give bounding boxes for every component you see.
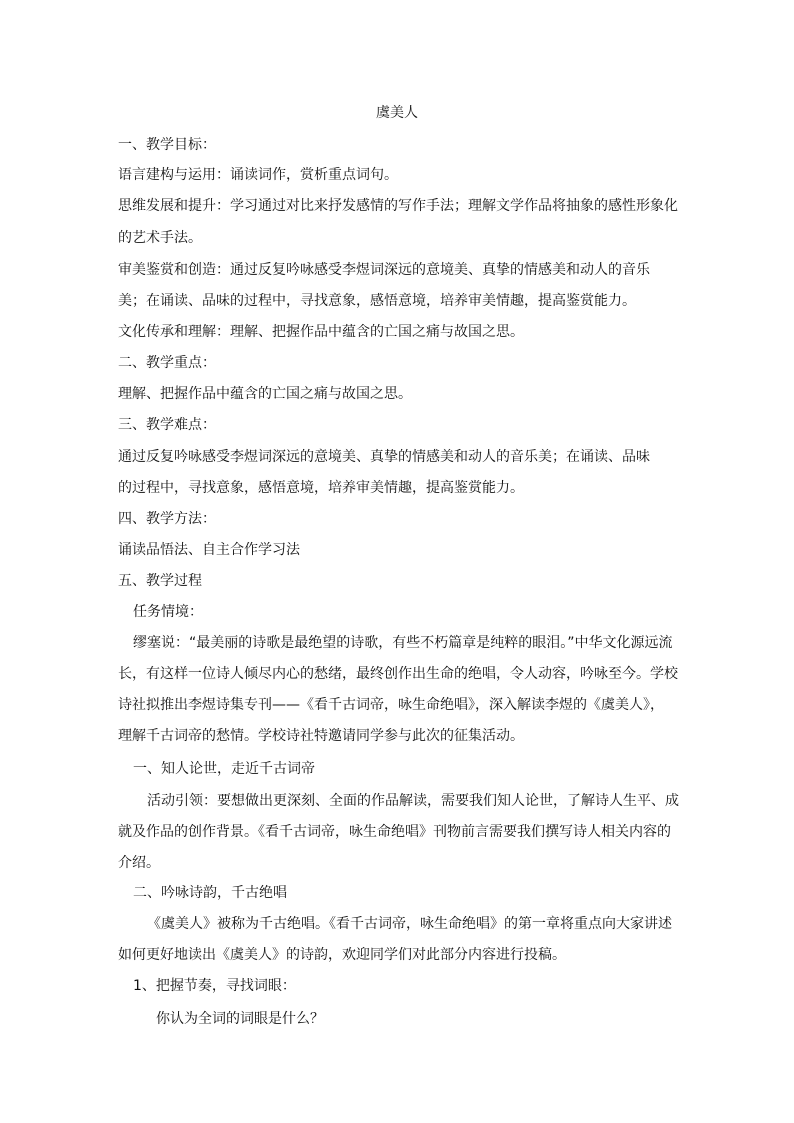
paragraph-line: 《虞美人》被称为千古绝唱。《看千古词帝，咏生命绝唱》的第一章将重点向大家讲述 [147, 916, 672, 932]
paragraph-line: 长，有这样一位诗人倾尽内心的愁绪，最终创作出生命的绝唱，令人动容，吟咏至今。学校 [118, 666, 678, 682]
subsection-heading: 一、知人论世，走近千古词帝 [133, 761, 315, 777]
document-title: 虞美人 [376, 105, 418, 121]
paragraph-line: 缪塞说：“最美丽的诗歌是最绝望的诗歌，有些不朽篇章是纯粹的眼泪。”中华文化源远流 [133, 635, 673, 651]
paragraph-line: 文化传承和理解：理解、把握作品中蕴含的亡国之痛与故国之思。 [118, 324, 524, 340]
subsection-heading: 二、吟咏诗韵，千古绝唱 [133, 885, 287, 901]
paragraph-line: 诵读品悟法、自主合作学习法 [118, 542, 300, 558]
paragraph-line: 如何更好地读出《虞美人》的诗韵，欢迎同学们对此部分内容进行投稿。 [118, 947, 566, 963]
task-context-heading: 任务情境： [133, 604, 203, 620]
paragraph-line: 语言建构与运用：诵读词作，赏析重点词句。 [118, 167, 398, 183]
numbered-item-heading: 1、把握节奏，寻找词眼： [133, 978, 296, 994]
paragraph-line: 活动引领：要想做出更深刻、全面的作品解读，需要我们知人论世，了解诗人生平、成 [147, 793, 679, 809]
section-heading-methods: 四、教学方法： [118, 511, 216, 527]
paragraph-line: 通过反复吟咏感受李煜词深远的意境美、真挚的情感美和动人的音乐美；在诵读、品味 [118, 449, 650, 465]
question-line: 你认为全词的词眼是什么？ [156, 1011, 324, 1027]
paragraph-line: 美；在诵读、品味的过程中，寻找意象，感悟意境，培养审美情趣，提高鉴赏能力。 [118, 293, 636, 309]
paragraph-line: 思维发展和提升：学习通过对比来抒发感情的写作手法；理解文学作品将抽象的感性形象化 [118, 198, 678, 214]
paragraph-line: 诗社拟推出李煜诗集专刊——《看千古词帝，咏生命绝唱》，深入解读李煜的《虞美人》， [118, 697, 664, 713]
paragraph-line: 的艺术手法。 [118, 230, 202, 246]
paragraph-line: 理解、把握作品中蕴含的亡国之痛与故国之思。 [118, 386, 412, 402]
section-heading-process: 五、教学过程 [118, 573, 202, 589]
paragraph-line: 就及作品的创作背景。《看千古词帝，咏生命绝唱》刊物前言需要我们撰写诗人相关内容的 [118, 824, 671, 840]
section-heading-difficulties: 三、教学难点： [118, 417, 216, 433]
paragraph-line: 的过程中，寻找意象，感悟意境，培养审美情趣，提高鉴赏能力。 [118, 480, 524, 496]
section-heading-key-points: 二、教学重点： [118, 355, 216, 371]
section-heading-objectives: 一、教学目标： [118, 137, 216, 153]
paragraph-line: 审美鉴赏和创造：通过反复吟咏感受李煜词深远的意境美、真挚的情感美和动人的音乐 [118, 262, 650, 278]
paragraph-line: 介绍。 [118, 855, 160, 871]
paragraph-line: 理解千古词帝的愁情。学校诗社特邀请同学参与此次的征集活动。 [118, 728, 524, 744]
